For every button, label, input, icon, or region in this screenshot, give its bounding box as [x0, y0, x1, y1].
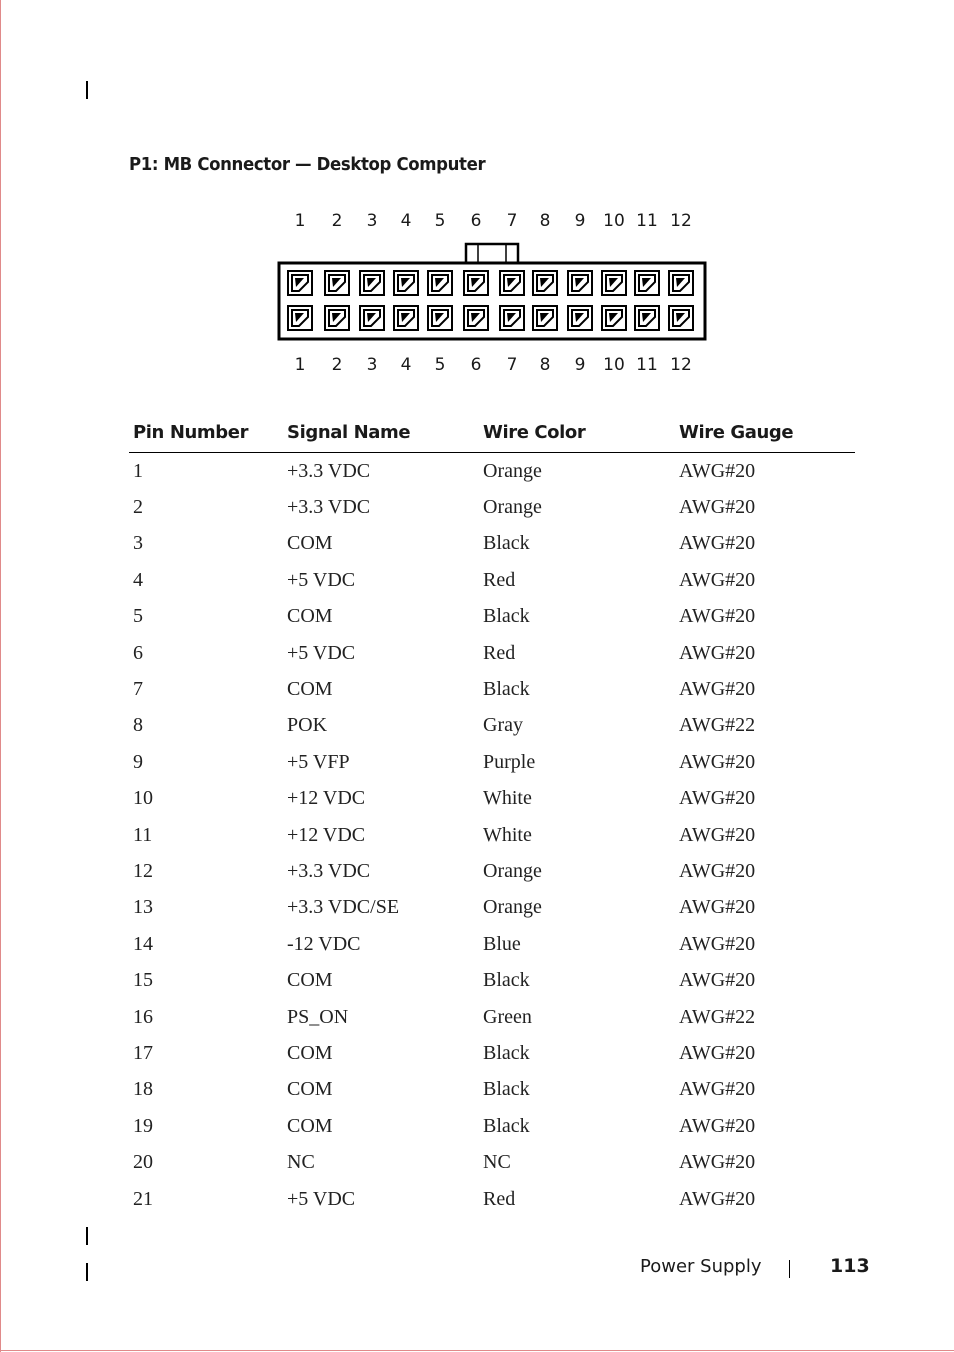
pin-label: 1 — [294, 211, 306, 231]
pin-label: 7 — [506, 355, 518, 375]
signal-name-cell: COM — [287, 1041, 333, 1064]
wire-color-cell: Black — [483, 1114, 530, 1137]
pin-number-cell: 12 — [133, 859, 153, 882]
signal-name-cell: +12 VDC — [287, 787, 366, 810]
footer-separator — [789, 1260, 790, 1278]
wire-gauge-cell: AWG#20 — [679, 1114, 756, 1137]
pin-number-cell: 1 — [133, 459, 143, 482]
pin-number-cell: 21 — [133, 1187, 153, 1210]
signal-name-cell: POK — [287, 714, 328, 737]
pin-label: 12 — [670, 355, 692, 375]
table-row — [129, 1108, 855, 1144]
wire-color-cell: Green — [483, 1005, 532, 1028]
signal-name-cell: +5 VDC — [287, 1187, 356, 1210]
pin-label: 3 — [366, 355, 378, 375]
signal-name-cell: +3.3 VDC — [287, 459, 371, 482]
section-title: P1: MB Connector — Desktop Computer — [129, 154, 486, 175]
pin-label: 10 — [603, 355, 625, 375]
header-wire-color: Wire Color — [479, 416, 675, 453]
wire-gauge-cell: AWG#20 — [679, 859, 756, 882]
pin-label: 12 — [670, 211, 692, 231]
pin-number-cell: 19 — [133, 1114, 153, 1137]
signal-name-cell: COM — [287, 969, 333, 992]
wire-gauge-cell: AWG#20 — [679, 496, 756, 519]
pin-number-cell: 17 — [133, 1041, 153, 1064]
wire-gauge-cell: AWG#20 — [679, 750, 756, 773]
crop-mark-bottom-1 — [86, 1227, 88, 1245]
table-row — [129, 999, 855, 1035]
signal-name-cell: COM — [287, 678, 333, 701]
pin-number-cell: 13 — [133, 896, 153, 919]
pin-label: 9 — [574, 355, 586, 375]
wire-color-cell: White — [483, 823, 532, 846]
pin-label: 6 — [470, 211, 482, 231]
signal-name-cell: +3.3 VDC — [287, 859, 371, 882]
wire-gauge-cell: AWG#20 — [679, 1078, 756, 1101]
wire-gauge-cell: AWG#20 — [679, 823, 756, 846]
pin-number-cell: 8 — [133, 714, 143, 737]
table-row — [129, 526, 855, 562]
pin-label: 5 — [434, 355, 446, 375]
wire-color-cell: White — [483, 787, 532, 810]
wire-color-cell: Red — [483, 641, 516, 664]
pin-number-cell: 5 — [133, 605, 143, 628]
wire-gauge-cell: AWG#20 — [679, 1151, 756, 1174]
signal-name-cell: NC — [287, 1151, 315, 1174]
pin-number-cell: 18 — [133, 1078, 153, 1101]
table-row — [129, 817, 855, 853]
connector-latch — [466, 244, 518, 264]
pin-number-cell: 6 — [133, 641, 143, 664]
table-row — [129, 453, 855, 490]
pin-label: 11 — [636, 211, 658, 231]
wire-color-cell: Black — [483, 969, 530, 992]
wire-gauge-cell: AWG#20 — [679, 969, 756, 992]
pin-table — [129, 416, 855, 1217]
signal-name-cell: +12 VDC — [287, 823, 366, 846]
table-row — [129, 962, 855, 998]
pin-number-cell: 16 — [133, 1005, 153, 1028]
signal-name-cell: +3.3 VDC/SE — [287, 896, 400, 919]
table-row — [129, 853, 855, 889]
pin-label: 7 — [506, 211, 518, 231]
pin-label: 1 — [294, 355, 306, 375]
crop-mark-top — [86, 81, 88, 99]
wire-gauge-cell: AWG#20 — [679, 641, 756, 664]
table-row — [129, 1181, 855, 1217]
crop-mark-bottom-2 — [86, 1263, 88, 1281]
signal-name-cell: PS_ON — [287, 1005, 349, 1028]
pin-label: 6 — [470, 355, 482, 375]
header-pin-number: Pin Number — [129, 416, 283, 453]
wire-color-cell: Orange — [483, 459, 542, 482]
pin-label: 2 — [331, 355, 343, 375]
signal-name-cell: +3.3 VDC — [287, 496, 371, 519]
wire-color-cell: Black — [483, 1078, 530, 1101]
wire-color-cell: Red — [483, 568, 516, 591]
table-row — [129, 1144, 855, 1180]
wire-gauge-cell: AWG#20 — [679, 1041, 756, 1064]
pin-number-cell: 2 — [133, 496, 143, 519]
wire-gauge-cell: AWG#20 — [679, 459, 756, 482]
pin-number-cell: 7 — [133, 678, 143, 701]
header-wire-gauge: Wire Gauge — [675, 416, 855, 453]
pin-label: 5 — [434, 211, 446, 231]
wire-gauge-cell: AWG#20 — [679, 1187, 756, 1210]
pin-label: 9 — [574, 211, 586, 231]
wire-gauge-cell: AWG#22 — [679, 1005, 756, 1028]
pin-label: 4 — [400, 211, 412, 231]
table-row — [129, 890, 855, 926]
pin-number-cell: 3 — [133, 532, 143, 555]
table-row — [129, 744, 855, 780]
pin-label: 4 — [400, 355, 412, 375]
pin-number-cell: 4 — [133, 568, 143, 591]
wire-color-cell: Black — [483, 605, 530, 628]
signal-name-cell: COM — [287, 605, 333, 628]
wire-gauge-cell: AWG#20 — [679, 678, 756, 701]
pin-label: 2 — [331, 211, 343, 231]
mb-connector-diagram — [276, 240, 708, 344]
pin-number-cell: 9 — [133, 750, 143, 773]
pin-table-body — [129, 453, 855, 1218]
wire-color-cell: Purple — [483, 750, 536, 773]
page-border-bottom — [0, 1350, 954, 1351]
pin-number-cell: 10 — [133, 787, 153, 810]
pin-number-cell: 15 — [133, 969, 153, 992]
wire-color-cell: Gray — [483, 714, 523, 737]
pin-label: 10 — [603, 211, 625, 231]
table-row — [129, 1035, 855, 1071]
signal-name-cell: COM — [287, 1078, 333, 1101]
table-header-row — [129, 416, 855, 453]
wire-gauge-cell: AWG#20 — [679, 896, 756, 919]
wire-color-cell: Black — [483, 1041, 530, 1064]
page-number: 113 — [830, 1255, 870, 1277]
signal-name-cell: +5 VDC — [287, 568, 356, 591]
pin-number-cell: 14 — [133, 932, 153, 955]
table-row — [129, 599, 855, 635]
table-row — [129, 671, 855, 707]
header-signal-name: Signal Name — [283, 416, 479, 453]
wire-color-cell: Blue — [483, 932, 521, 955]
signal-name-cell: COM — [287, 1114, 333, 1137]
signal-name-cell: COM — [287, 532, 333, 555]
pin-number-cell: 11 — [133, 823, 153, 846]
table-row — [129, 562, 855, 598]
table-row — [129, 635, 855, 671]
pin-label: 3 — [366, 211, 378, 231]
pin-label: 8 — [539, 211, 551, 231]
page-border-left — [0, 0, 1, 1352]
wire-gauge-cell: AWG#22 — [679, 714, 756, 737]
signal-name-cell: +5 VFP — [287, 750, 350, 773]
wire-color-cell: Red — [483, 1187, 516, 1210]
wire-gauge-cell: AWG#20 — [679, 787, 756, 810]
wire-gauge-cell: AWG#20 — [679, 932, 756, 955]
wire-color-cell: Black — [483, 678, 530, 701]
table-row — [129, 926, 855, 962]
wire-color-cell: NC — [483, 1151, 511, 1174]
footer-section-label: Power Supply — [640, 1256, 762, 1277]
table-row — [129, 489, 855, 525]
pin-label: 11 — [636, 355, 658, 375]
wire-color-cell: Black — [483, 532, 530, 555]
pin-number-cell: 20 — [133, 1151, 153, 1174]
signal-name-cell: +5 VDC — [287, 641, 356, 664]
pin-label: 8 — [539, 355, 551, 375]
wire-color-cell: Orange — [483, 496, 542, 519]
wire-gauge-cell: AWG#20 — [679, 605, 756, 628]
table-row — [129, 1072, 855, 1108]
table-row — [129, 708, 855, 744]
wire-gauge-cell: AWG#20 — [679, 568, 756, 591]
wire-color-cell: Orange — [483, 859, 542, 882]
wire-gauge-cell: AWG#20 — [679, 532, 756, 555]
signal-name-cell: -12 VDC — [287, 932, 361, 955]
wire-color-cell: Orange — [483, 896, 542, 919]
table-row — [129, 781, 855, 817]
